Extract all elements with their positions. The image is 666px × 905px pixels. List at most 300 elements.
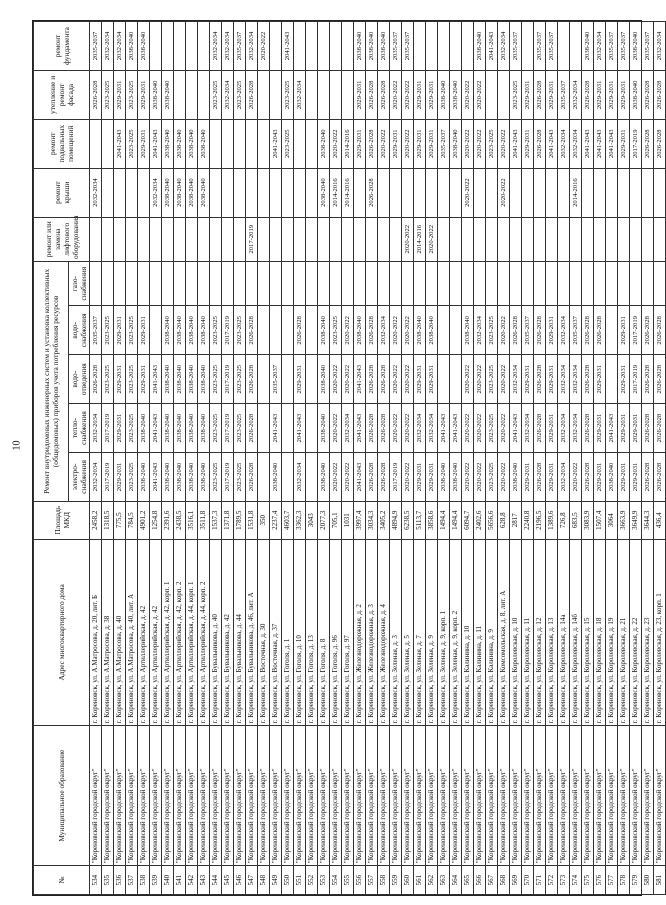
- period-cell: 2038-2040: [198, 355, 210, 404]
- area-cell: 3043: [306, 501, 318, 539]
- header-address: Адрес многоквартирного дома: [34, 539, 90, 726]
- area-cell: 784,5: [126, 501, 138, 539]
- period-cell: 2017-2019: [630, 355, 642, 404]
- period-cell: 2020-2022: [402, 119, 414, 168]
- period-cell: [426, 261, 438, 305]
- area-cell: 3083,9: [582, 501, 594, 539]
- header-elevator: ремонт или замена лифтового оборудования: [34, 217, 90, 261]
- period-cell: 2026-2028: [366, 404, 378, 453]
- period-cell: 2038-2040: [462, 306, 474, 355]
- period-cell: 2029-2031: [594, 355, 606, 404]
- address-cell: г. Кореновск, ул. Королевская, д. 22: [630, 539, 642, 726]
- period-cell: 2038-2040: [174, 306, 186, 355]
- period-cell: 2026-2028: [654, 306, 666, 355]
- table-row: [402, 22, 414, 895]
- address-cell: г. Кореновск, ул. Королевская, д. 18: [594, 539, 606, 726]
- period-cell: 2029-2031: [354, 70, 366, 119]
- capital-repair-table: [32, 20, 663, 896]
- period-cell: 2038-2040: [162, 453, 174, 502]
- address-cell: г. Кореновск, ул. Королевская, д. 10: [510, 539, 522, 726]
- period-cell: [402, 261, 414, 305]
- row-number: 539: [150, 866, 162, 895]
- period-cell: 2032-2034: [594, 22, 606, 71]
- row-number: 551: [294, 866, 306, 895]
- period-cell: [630, 261, 642, 305]
- period-cell: 2029-2031: [618, 404, 630, 453]
- period-cell: 2038-2040: [318, 168, 330, 217]
- period-cell: [114, 217, 126, 261]
- area-cell: 2077,3: [318, 501, 330, 539]
- period-cell: [258, 168, 270, 217]
- period-cell: [258, 119, 270, 168]
- address-cell: г. Кореновск, ул. Бувальникова, д. 44: [234, 539, 246, 726]
- period-cell: 2026-2028: [378, 70, 390, 119]
- period-cell: 2041-2043: [510, 119, 522, 168]
- period-cell: 2020-2022: [378, 119, 390, 168]
- table-row: [186, 22, 198, 895]
- period-cell: [186, 261, 198, 305]
- period-cell: 2035-2037: [438, 119, 450, 168]
- municipality-cell: "Кореновский городской округ": [498, 726, 510, 866]
- period-cell: 2029-2031: [414, 119, 426, 168]
- period-cell: 2029-2031: [114, 306, 126, 355]
- area-cell: 2391,6: [162, 501, 174, 539]
- period-cell: 2026-2028: [378, 355, 390, 404]
- area-cell: 1494,4: [438, 501, 450, 539]
- row-number: 565: [462, 866, 474, 895]
- period-cell: 2035-2037: [642, 22, 654, 71]
- row-number: 574: [570, 866, 582, 895]
- period-cell: [558, 261, 570, 305]
- period-cell: 2023-2025: [126, 119, 138, 168]
- period-cell: 2026-2028: [378, 404, 390, 453]
- period-cell: 2026-2028: [642, 70, 654, 119]
- period-cell: 2029-2031: [414, 70, 426, 119]
- address-cell: г. Кореновск, ул. Калинина, д. 11: [474, 539, 486, 726]
- address-cell: г. Кореновск, ул. Королевская, д. 13: [546, 539, 558, 726]
- period-cell: 2035-2037: [510, 22, 522, 71]
- header-electro: электро-снабжения: [69, 453, 90, 502]
- period-cell: 2026-2028: [246, 404, 258, 453]
- period-cell: [498, 261, 510, 305]
- address-cell: г. Кореновск, ул. Зеленая, д. 3: [390, 539, 402, 726]
- period-cell: 2032-2034: [90, 453, 102, 502]
- period-cell: [654, 217, 666, 261]
- period-cell: [366, 261, 378, 305]
- table-row: [126, 22, 138, 895]
- period-cell: [150, 306, 162, 355]
- period-cell: 2038-2040: [162, 355, 174, 404]
- period-cell: 2017-2019: [222, 306, 234, 355]
- period-cell: 2029-2031: [426, 119, 438, 168]
- period-cell: [630, 217, 642, 261]
- period-cell: [258, 355, 270, 404]
- table-row: [642, 22, 654, 895]
- period-cell: 2026-2028: [642, 404, 654, 453]
- period-cell: [258, 70, 270, 119]
- table-row: [306, 22, 318, 895]
- period-cell: [282, 217, 294, 261]
- period-cell: 2026-2028: [654, 70, 666, 119]
- period-cell: 2020-2022: [498, 119, 510, 168]
- period-cell: 2023-2025: [282, 119, 294, 168]
- period-cell: 2035-2037: [234, 22, 246, 71]
- address-cell: г. Кореновск, ул. Восточная, д. 30: [258, 539, 270, 726]
- period-cell: 2023-2025: [234, 306, 246, 355]
- period-cell: [210, 168, 222, 217]
- area-cell: 1537,3: [210, 501, 222, 539]
- period-cell: 2023-2025: [126, 453, 138, 502]
- period-cell: 2041-2043: [438, 404, 450, 453]
- table-row: [234, 22, 246, 895]
- period-cell: [234, 217, 246, 261]
- period-cell: 2032-2034: [558, 355, 570, 404]
- area-cell: 726,8: [558, 501, 570, 539]
- period-cell: [294, 22, 306, 71]
- period-cell: 2029-2031: [414, 453, 426, 502]
- period-cell: 2038-2040: [438, 70, 450, 119]
- period-cell: 2038-2040: [354, 22, 366, 71]
- period-cell: [138, 261, 150, 305]
- table-row: [354, 22, 366, 895]
- municipality-cell: "Кореновский городской округ": [438, 726, 450, 866]
- municipality-cell: "Кореновский городской округ": [210, 726, 222, 866]
- row-number: 552: [306, 866, 318, 895]
- period-cell: 2038-2040: [150, 70, 162, 119]
- period-cell: 2029-2031: [630, 404, 642, 453]
- period-cell: [606, 168, 618, 217]
- period-cell: 2020-2022: [474, 70, 486, 119]
- period-cell: 2038-2040: [138, 22, 150, 71]
- period-cell: [294, 168, 306, 217]
- period-cell: 2026-2028: [582, 306, 594, 355]
- period-cell: [294, 261, 306, 305]
- period-cell: 2026-2028: [642, 355, 654, 404]
- period-cell: [546, 217, 558, 261]
- municipality-cell: "Кореновский городской округ": [234, 726, 246, 866]
- period-cell: [450, 217, 462, 261]
- period-cell: [390, 168, 402, 217]
- period-cell: [510, 168, 522, 217]
- period-cell: 2020-2022: [402, 306, 414, 355]
- period-cell: 2026-2028: [534, 70, 546, 119]
- period-cell: 2020-2022: [462, 453, 474, 502]
- period-cell: 2029-2031: [546, 306, 558, 355]
- period-cell: 2032-2034: [90, 168, 102, 217]
- period-cell: [258, 306, 270, 355]
- period-cell: [618, 168, 630, 217]
- period-cell: 2038-2040: [174, 453, 186, 502]
- period-cell: [282, 404, 294, 453]
- period-cell: [330, 261, 342, 305]
- period-cell: 2026-2028: [534, 119, 546, 168]
- period-cell: [138, 217, 150, 261]
- table-row: [342, 22, 354, 895]
- period-cell: [282, 355, 294, 404]
- area-cell: 2438,5: [174, 501, 186, 539]
- period-cell: 2032-2034: [522, 404, 534, 453]
- address-cell: г. Кореновск, ул. Гоголя, д. 1: [282, 539, 294, 726]
- table-row: [270, 22, 282, 895]
- period-cell: 2023-2025: [234, 355, 246, 404]
- area-cell: 4603,7: [282, 501, 294, 539]
- period-cell: [306, 261, 318, 305]
- table-row: [474, 22, 486, 895]
- row-number: 541: [174, 866, 186, 895]
- table-row: [174, 22, 186, 895]
- period-cell: 2026-2028: [534, 306, 546, 355]
- period-cell: [222, 168, 234, 217]
- row-number: 569: [510, 866, 522, 895]
- municipality-cell: "Кореновский городской округ": [402, 726, 414, 866]
- period-cell: [246, 168, 258, 217]
- period-cell: 2032-2034: [90, 404, 102, 453]
- period-cell: [162, 217, 174, 261]
- period-cell: [90, 261, 102, 305]
- period-cell: 2029-2031: [594, 453, 606, 502]
- row-number: 578: [618, 866, 630, 895]
- address-cell: г. Кореновск, ул. Королевская, д. 19: [606, 539, 618, 726]
- period-cell: [582, 217, 594, 261]
- municipality-cell: "Кореновский городской округ": [582, 726, 594, 866]
- period-cell: [558, 168, 570, 217]
- period-cell: [306, 404, 318, 453]
- period-cell: 2029-2031: [414, 355, 426, 404]
- period-cell: 2023-2025: [102, 306, 114, 355]
- municipality-cell: "Кореновский городской округ": [462, 726, 474, 866]
- period-cell: [102, 168, 114, 217]
- period-cell: 2026-2028: [654, 404, 666, 453]
- area-cell: 2817: [510, 501, 522, 539]
- header-water: водо-отведения: [69, 355, 90, 404]
- row-number: 537: [126, 866, 138, 895]
- address-cell: г. Кореновск, ул. Бувальникова, д. 42: [222, 539, 234, 726]
- period-cell: 2038-2040: [426, 306, 438, 355]
- address-cell: г. Кореновск, ул. Королевская, д. 15: [582, 539, 594, 726]
- period-cell: 2038-2040: [174, 355, 186, 404]
- period-cell: 2038-2040: [198, 453, 210, 502]
- period-cell: [342, 70, 354, 119]
- period-cell: [174, 70, 186, 119]
- header-heat: тепло-снабжения: [69, 404, 90, 453]
- period-cell: [462, 261, 474, 305]
- area-cell: 2240,8: [522, 501, 534, 539]
- period-cell: [162, 22, 174, 71]
- period-cell: [282, 306, 294, 355]
- period-cell: [282, 261, 294, 305]
- period-cell: [330, 70, 342, 119]
- address-cell: г. Кореновск, ул. Зеленая, д. 9, корп. 1: [438, 539, 450, 726]
- municipality-cell: "Кореновский городской округ": [186, 726, 198, 866]
- address-cell: г. Кореновск, ул. А.Матросова, д. 40: [114, 539, 126, 726]
- period-cell: 2023-2025: [510, 70, 522, 119]
- period-cell: [546, 261, 558, 305]
- period-cell: 2029-2031: [522, 453, 534, 502]
- area-cell: 775,5: [114, 501, 126, 539]
- period-cell: 2035-2037: [270, 355, 282, 404]
- period-cell: [162, 261, 174, 305]
- period-cell: 2026-2028: [582, 355, 594, 404]
- municipality-cell: "Кореновский городской округ": [282, 726, 294, 866]
- table-row: [414, 22, 426, 895]
- area-cell: 3858,6: [426, 501, 438, 539]
- table-row: [390, 22, 402, 895]
- period-cell: [474, 217, 486, 261]
- period-cell: 2035-2037: [558, 70, 570, 119]
- row-number: 564: [450, 866, 462, 895]
- period-cell: 2017-2019: [390, 453, 402, 502]
- period-cell: 2032-2034: [342, 404, 354, 453]
- period-cell: [318, 261, 330, 305]
- period-cell: 2041-2043: [594, 119, 606, 168]
- period-cell: 2032-2034: [294, 453, 306, 502]
- period-cell: [186, 22, 198, 71]
- table-row: [114, 22, 126, 895]
- period-cell: 2041-2043: [354, 355, 366, 404]
- table-row: [246, 22, 258, 895]
- period-cell: 2020-2022: [390, 306, 402, 355]
- municipality-cell: "Кореновский городской округ": [294, 726, 306, 866]
- table-row: [546, 22, 558, 895]
- period-cell: 2023-2025: [210, 70, 222, 119]
- period-cell: 2038-2040: [450, 453, 462, 502]
- address-cell: г. Кореновск, ул. А.Матросова, д. 38: [102, 539, 114, 726]
- period-cell: 2026-2028: [654, 453, 666, 502]
- row-number: 546: [234, 866, 246, 895]
- address-cell: г. Кореновск, ул. Артиллерийская, д. 42: [150, 539, 162, 726]
- period-cell: 2038-2040: [318, 119, 330, 168]
- municipality-cell: "Кореновский городской округ": [366, 726, 378, 866]
- period-cell: 2032-2034: [558, 453, 570, 502]
- period-cell: [306, 168, 318, 217]
- municipality-cell: "Кореновский городской округ": [126, 726, 138, 866]
- period-cell: 2029-2031: [618, 453, 630, 502]
- period-cell: [426, 168, 438, 217]
- period-cell: 2020-2022: [330, 119, 342, 168]
- period-cell: [222, 119, 234, 168]
- period-cell: [642, 217, 654, 261]
- period-cell: [438, 306, 450, 355]
- period-cell: 2020-2022: [342, 453, 354, 502]
- period-cell: 2029-2031: [630, 453, 642, 502]
- period-cell: 2038-2040: [186, 306, 198, 355]
- period-cell: 2041-2043: [282, 22, 294, 71]
- period-cell: 2026-2028: [294, 306, 306, 355]
- period-cell: 2020-2022: [462, 355, 474, 404]
- period-cell: [498, 70, 510, 119]
- table-row: [606, 22, 618, 895]
- row-number: 555: [342, 866, 354, 895]
- table-row: [222, 22, 234, 895]
- row-number: 543: [198, 866, 210, 895]
- address-cell: г. Кореновск, ул. Калинина, д. 9: [486, 539, 498, 726]
- period-cell: [210, 261, 222, 305]
- row-number: 573: [558, 866, 570, 895]
- period-cell: 2014-2016: [342, 168, 354, 217]
- address-cell: г. Кореновск, ул. Бувальникова, д. 46, лит. А: [246, 539, 258, 726]
- period-cell: 2029-2031: [546, 70, 558, 119]
- period-cell: [378, 261, 390, 305]
- period-cell: [354, 168, 366, 217]
- period-cell: 2026-2028: [90, 355, 102, 404]
- row-number: 571: [534, 866, 546, 895]
- municipality-cell: "Кореновский городской округ": [546, 726, 558, 866]
- period-cell: 2041-2043: [582, 119, 594, 168]
- period-cell: [378, 168, 390, 217]
- row-number: 542: [186, 866, 198, 895]
- period-cell: [270, 70, 282, 119]
- period-cell: 2023-2025: [102, 355, 114, 404]
- period-cell: 2026-2028: [366, 355, 378, 404]
- row-number: 544: [210, 866, 222, 895]
- period-cell: [486, 217, 498, 261]
- period-cell: [150, 22, 162, 71]
- table-row: [294, 22, 306, 895]
- period-cell: [450, 355, 462, 404]
- period-cell: 2029-2031: [606, 70, 618, 119]
- municipality-cell: "Кореновский городской округ": [258, 726, 270, 866]
- period-cell: [378, 217, 390, 261]
- row-number: 579: [630, 866, 642, 895]
- municipality-cell: "Кореновский городской округ": [174, 726, 186, 866]
- period-cell: [450, 168, 462, 217]
- address-cell: г. Кореновск, ул. Бувальникова, д. 40: [210, 539, 222, 726]
- period-cell: 2029-2031: [594, 404, 606, 453]
- address-cell: г. Кореновск, ул. Королевская, д. 11: [522, 539, 534, 726]
- period-cell: 2014-2016: [330, 168, 342, 217]
- municipality-cell: "Кореновский городской округ": [390, 726, 402, 866]
- address-cell: г. Кореновск, ул. Железнодорожная, д. 4: [378, 539, 390, 726]
- period-cell: [270, 22, 282, 71]
- period-cell: [294, 217, 306, 261]
- period-cell: 2026-2028: [246, 306, 258, 355]
- period-cell: [510, 261, 522, 305]
- row-number: 540: [162, 866, 174, 895]
- period-cell: 2026-2028: [90, 70, 102, 119]
- period-cell: 2041-2043: [150, 119, 162, 168]
- period-cell: [438, 168, 450, 217]
- period-cell: 2035-2037: [546, 22, 558, 71]
- period-cell: 2038-2040: [198, 306, 210, 355]
- period-cell: 2026-2028: [246, 355, 258, 404]
- row-number: 561: [414, 866, 426, 895]
- period-cell: [534, 217, 546, 261]
- period-cell: [642, 168, 654, 217]
- period-cell: 2023-2025: [282, 70, 294, 119]
- period-cell: [546, 168, 558, 217]
- table-row: [426, 22, 438, 895]
- row-number: 547: [246, 866, 258, 895]
- table-row: [258, 22, 270, 895]
- period-cell: [126, 168, 138, 217]
- period-cell: 2023-2025: [210, 306, 222, 355]
- period-cell: 2020-2022: [390, 70, 402, 119]
- period-cell: 2029-2031: [114, 453, 126, 502]
- municipality-cell: "Кореновский городской округ": [522, 726, 534, 866]
- municipality-cell: "Кореновский городской округ": [330, 726, 342, 866]
- row-number: 560: [402, 866, 414, 895]
- period-cell: 2041-2043: [270, 404, 282, 453]
- period-cell: 2038-2040: [174, 404, 186, 453]
- period-cell: [210, 217, 222, 261]
- table-row: [150, 22, 162, 895]
- period-cell: [654, 168, 666, 217]
- period-cell: 2038-2040: [138, 404, 150, 453]
- period-cell: 2026-2028: [582, 453, 594, 502]
- row-number: 562: [426, 866, 438, 895]
- period-cell: 2026-2028: [366, 70, 378, 119]
- period-cell: [450, 22, 462, 71]
